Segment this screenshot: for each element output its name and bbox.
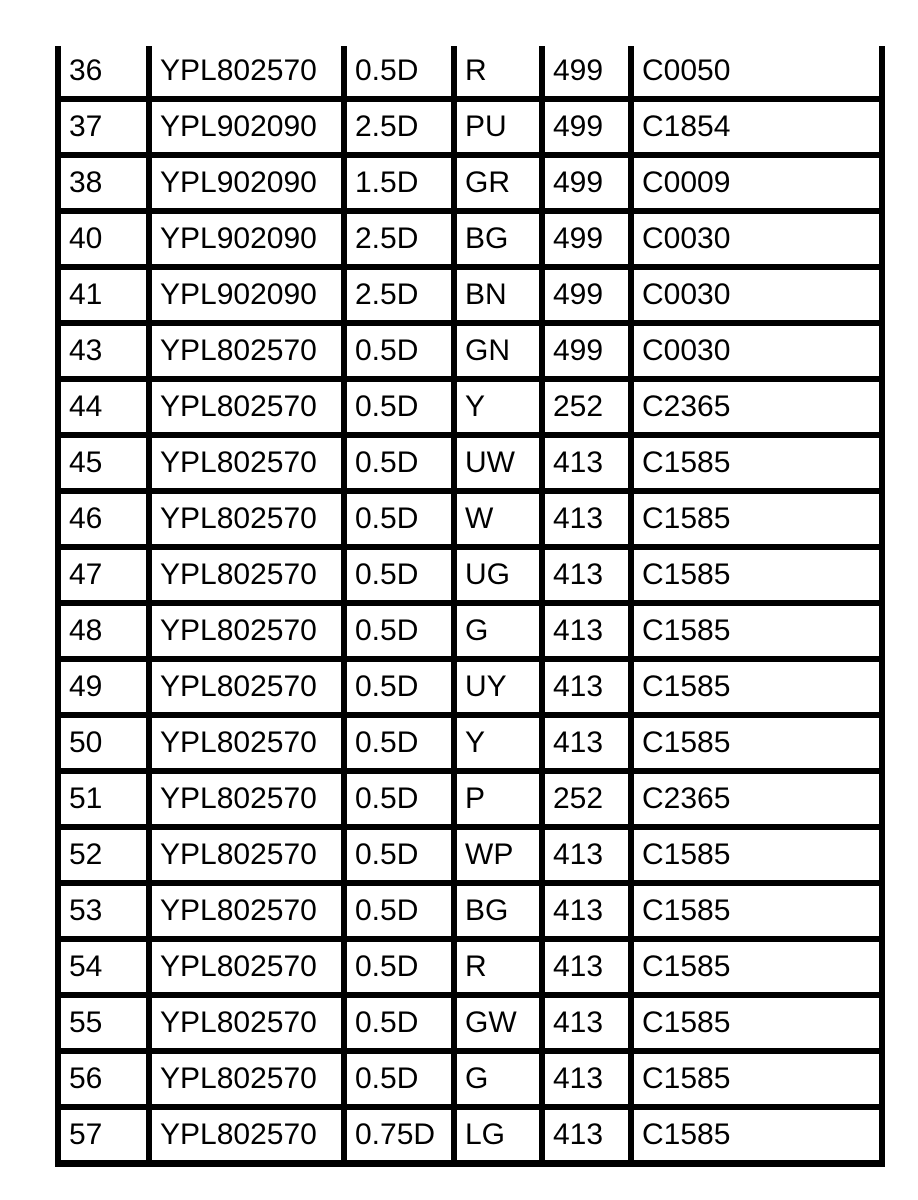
part-code-cell: YPL802570 xyxy=(149,435,344,491)
reference-code-cell: C0050 xyxy=(631,46,882,99)
reference-code-cell: C0009 xyxy=(631,155,882,211)
part-code-cell: YPL902090 xyxy=(149,155,344,211)
row-number-cell: 56 xyxy=(58,1051,149,1107)
size-cell: 0.5D xyxy=(344,323,454,379)
size-cell: 0.5D xyxy=(344,715,454,771)
part-code-cell: YPL802570 xyxy=(149,715,344,771)
table-row xyxy=(58,1107,882,1164)
row-number-cell: 51 xyxy=(58,771,149,827)
quantity-code-cell: 499 xyxy=(542,46,631,99)
table-row xyxy=(58,939,882,995)
color-code-cell: R xyxy=(454,46,542,99)
part-code-cell: YPL802570 xyxy=(149,379,344,435)
quantity-code-cell: 413 xyxy=(542,1107,631,1164)
size-cell: 0.5D xyxy=(344,603,454,659)
reference-code-cell: C1585 xyxy=(631,659,882,715)
quantity-code-cell: 413 xyxy=(542,827,631,883)
part-code-cell: YPL802570 xyxy=(149,1107,344,1164)
row-number-cell: 55 xyxy=(58,995,149,1051)
row-number-cell: 36 xyxy=(58,46,149,99)
reference-code-cell: C0030 xyxy=(631,211,882,267)
table-row xyxy=(58,379,882,435)
reference-code-cell: C0030 xyxy=(631,267,882,323)
row-number-cell: 54 xyxy=(58,939,149,995)
reference-code-cell: C1585 xyxy=(631,1051,882,1107)
quantity-code-cell: 413 xyxy=(542,1051,631,1107)
color-code-cell: BN xyxy=(454,267,542,323)
table-row xyxy=(58,46,882,99)
size-cell: 1.5D xyxy=(344,155,454,211)
row-number-cell: 48 xyxy=(58,603,149,659)
color-code-cell: GN xyxy=(454,323,542,379)
reference-code-cell: C1585 xyxy=(631,995,882,1051)
reference-code-cell: C1854 xyxy=(631,99,882,155)
quantity-code-cell: 499 xyxy=(542,267,631,323)
color-code-cell: W xyxy=(454,491,542,547)
table-row xyxy=(58,659,882,715)
part-code-cell: YPL802570 xyxy=(149,659,344,715)
size-cell: 2.5D xyxy=(344,211,454,267)
table-row xyxy=(58,771,882,827)
color-code-cell: BG xyxy=(454,211,542,267)
table-row xyxy=(58,323,882,379)
reference-code-cell: C2365 xyxy=(631,379,882,435)
quantity-code-cell: 413 xyxy=(542,715,631,771)
size-cell: 0.75D xyxy=(344,1107,454,1164)
size-cell: 0.5D xyxy=(344,827,454,883)
row-number-cell: 40 xyxy=(58,211,149,267)
quantity-code-cell: 413 xyxy=(542,435,631,491)
reference-code-cell: C1585 xyxy=(631,715,882,771)
part-code-cell: YPL902090 xyxy=(149,267,344,323)
row-number-cell: 38 xyxy=(58,155,149,211)
color-code-cell: G xyxy=(454,603,542,659)
quantity-code-cell: 499 xyxy=(542,323,631,379)
quantity-code-cell: 252 xyxy=(542,379,631,435)
row-number-cell: 37 xyxy=(58,99,149,155)
reference-code-cell: C1585 xyxy=(631,939,882,995)
table-row xyxy=(58,155,882,211)
color-code-cell: Y xyxy=(454,715,542,771)
reference-code-cell: C1585 xyxy=(631,1107,882,1164)
size-cell: 2.5D xyxy=(344,267,454,323)
row-number-cell: 41 xyxy=(58,267,149,323)
color-code-cell: BG xyxy=(454,883,542,939)
quantity-code-cell: 413 xyxy=(542,547,631,603)
reference-code-cell: C2365 xyxy=(631,771,882,827)
size-cell: 0.5D xyxy=(344,491,454,547)
quantity-code-cell: 499 xyxy=(542,155,631,211)
row-number-cell: 52 xyxy=(58,827,149,883)
quantity-code-cell: 413 xyxy=(542,939,631,995)
color-code-cell: GW xyxy=(454,995,542,1051)
size-cell: 0.5D xyxy=(344,659,454,715)
size-cell: 0.5D xyxy=(344,771,454,827)
size-cell: 2.5D xyxy=(344,99,454,155)
table-row xyxy=(58,995,882,1051)
reference-code-cell: C1585 xyxy=(631,547,882,603)
reference-code-cell: C1585 xyxy=(631,603,882,659)
color-code-cell: LG xyxy=(454,1107,542,1164)
part-code-cell: YPL802570 xyxy=(149,46,344,99)
size-cell: 0.5D xyxy=(344,1051,454,1107)
table-row xyxy=(58,1051,882,1107)
part-code-cell: YPL802570 xyxy=(149,995,344,1051)
table-row xyxy=(58,211,882,267)
color-code-cell: WP xyxy=(454,827,542,883)
quantity-code-cell: 413 xyxy=(542,491,631,547)
part-code-cell: YPL802570 xyxy=(149,547,344,603)
reference-code-cell: C1585 xyxy=(631,491,882,547)
reference-code-cell: C1585 xyxy=(631,883,882,939)
row-number-cell: 44 xyxy=(58,379,149,435)
part-code-cell: YPL802570 xyxy=(149,827,344,883)
row-number-cell: 45 xyxy=(58,435,149,491)
part-code-cell: YPL802570 xyxy=(149,323,344,379)
part-code-cell: YPL802570 xyxy=(149,771,344,827)
table-row xyxy=(58,99,882,155)
parts-table-container xyxy=(55,46,879,1167)
row-number-cell: 50 xyxy=(58,715,149,771)
reference-code-cell: C0030 xyxy=(631,323,882,379)
quantity-code-cell: 252 xyxy=(542,771,631,827)
size-cell: 0.5D xyxy=(344,883,454,939)
quantity-code-cell: 413 xyxy=(542,883,631,939)
table-row xyxy=(58,883,882,939)
table-row xyxy=(58,547,882,603)
reference-code-cell: C1585 xyxy=(631,435,882,491)
color-code-cell: G xyxy=(454,1051,542,1107)
size-cell: 0.5D xyxy=(344,379,454,435)
table-row xyxy=(58,491,882,547)
quantity-code-cell: 413 xyxy=(542,659,631,715)
reference-code-cell: C1585 xyxy=(631,827,882,883)
size-cell: 0.5D xyxy=(344,46,454,99)
color-code-cell: UY xyxy=(454,659,542,715)
color-code-cell: P xyxy=(454,771,542,827)
size-cell: 0.5D xyxy=(344,939,454,995)
part-code-cell: YPL802570 xyxy=(149,939,344,995)
color-code-cell: GR xyxy=(454,155,542,211)
parts-table xyxy=(55,46,885,1167)
table-row xyxy=(58,715,882,771)
quantity-code-cell: 413 xyxy=(542,995,631,1051)
table-row xyxy=(58,827,882,883)
color-code-cell: Y xyxy=(454,379,542,435)
part-code-cell: YPL802570 xyxy=(149,883,344,939)
quantity-code-cell: 499 xyxy=(542,211,631,267)
color-code-cell: R xyxy=(454,939,542,995)
quantity-code-cell: 499 xyxy=(542,99,631,155)
part-code-cell: YPL902090 xyxy=(149,211,344,267)
part-code-cell: YPL802570 xyxy=(149,1051,344,1107)
color-code-cell: UW xyxy=(454,435,542,491)
size-cell: 0.5D xyxy=(344,435,454,491)
color-code-cell: UG xyxy=(454,547,542,603)
row-number-cell: 49 xyxy=(58,659,149,715)
row-number-cell: 43 xyxy=(58,323,149,379)
size-cell: 0.5D xyxy=(344,995,454,1051)
row-number-cell: 53 xyxy=(58,883,149,939)
quantity-code-cell: 413 xyxy=(542,603,631,659)
color-code-cell: PU xyxy=(454,99,542,155)
table-body xyxy=(58,46,882,1164)
row-number-cell: 46 xyxy=(58,491,149,547)
table-row xyxy=(58,603,882,659)
table-row xyxy=(58,267,882,323)
part-code-cell: YPL802570 xyxy=(149,491,344,547)
row-number-cell: 47 xyxy=(58,547,149,603)
part-code-cell: YPL902090 xyxy=(149,99,344,155)
part-code-cell: YPL802570 xyxy=(149,603,344,659)
row-number-cell: 57 xyxy=(58,1107,149,1164)
table-row xyxy=(58,435,882,491)
size-cell: 0.5D xyxy=(344,547,454,603)
